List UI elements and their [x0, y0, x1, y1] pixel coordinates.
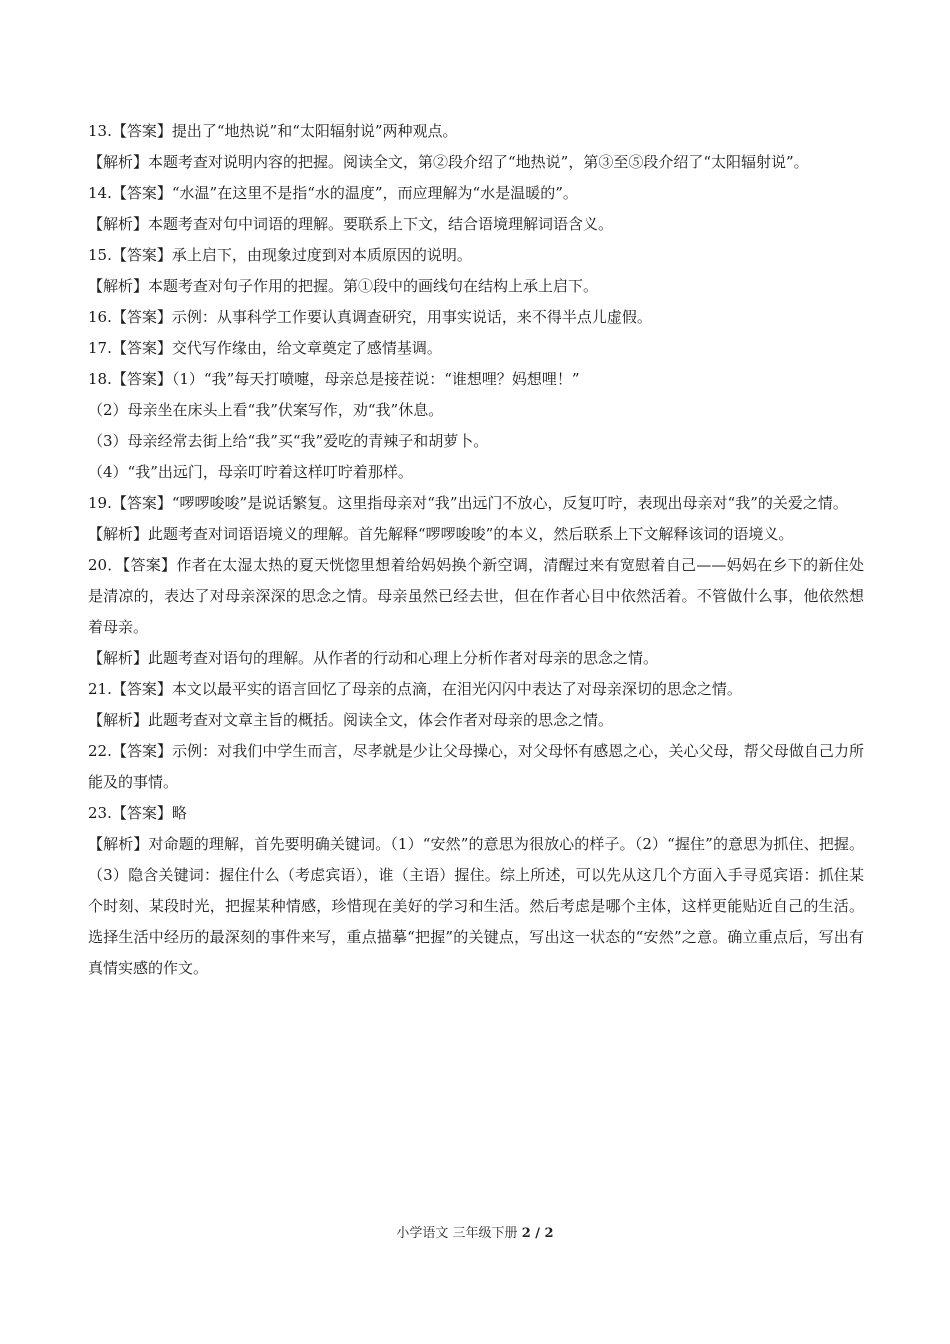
- answer-15: 15.【答案】承上启下，由现象过度到对本质原因的说明。: [88, 246, 472, 264]
- answer-18-point-4: （4）“我”出远门，母亲叮咛着这样叮咛着那样。: [88, 463, 413, 481]
- answer-18-point-3: （3）母亲经常去街上给“我”买“我”爱吃的青辣子和胡萝卜。: [88, 432, 489, 450]
- answer-13: 13.【答案】提出了“地热说”和“太阳辐射说”两种观点。: [88, 122, 458, 140]
- analysis-20: 【解析】此题考查对语句的理解。从作者的行动和心理上分析作者对母亲的思念之情。: [88, 649, 659, 667]
- answer-content: [88, 116, 864, 984]
- analysis-13: 【解析】本题考查对说明内容的把握。阅读全文，第②段介绍了“地热说”，第③至⑤段介绍了“太阳辐射说”。: [88, 153, 809, 171]
- page-number: 2 / 2: [521, 1226, 554, 1241]
- answer-20: 20．【答案】作者在太湿太热的夏天恍惚里想着给妈妈换个新空调，清醒过来有宽慰着自己——妈妈在乡下的新住处是清凉的，表达了对母亲深深的思念之情。母亲虽然已经去世，但在作者心目中依然活着。不管做什么事，他依然想着母亲。: [88, 556, 864, 636]
- analysis-21: 【解析】此题考查对文章主旨的概括。阅读全文，体会作者对母亲的思念之情。: [88, 711, 614, 729]
- analysis-19: 【解析】此题考查对词语语境义的理解。首先解释“啰啰唆唆”的本义，然后联系上下文解释该词的语境义。: [88, 525, 794, 543]
- answer-23: 23.【答案】略: [88, 804, 187, 822]
- answer-19: 19.【答案】“啰啰唆唆”是说话繁复。这里指母亲对“我”出远门不放心，反复叮咛，表现出母亲对“我”的关爱之情。: [88, 494, 848, 512]
- page-footer: [0, 1224, 950, 1244]
- footer-label: 小学语文 三年级下册: [396, 1226, 518, 1241]
- answer-16: 16.【答案】示例：从事科学工作要认真调查研究，用事实说话，来不得半点儿虚假。: [88, 308, 652, 326]
- answer-21: 21.【答案】本文以最平实的语言回忆了母亲的点滴，在泪光闪闪中表达了对母亲深切的思念之情。: [88, 680, 742, 698]
- answer-18: 18.【答案】（1）“我”每天打喷嚏，母亲总是接茬说：“谁想哩？妈想哩！”: [88, 370, 580, 388]
- answer-22: 22.【答案】示例：对我们中学生而言，尽孝就是少让父母操心，对父母怀有感恩之心，关心父母，帮父母做自己力所能及的事情。: [88, 742, 864, 791]
- analysis-15: 【解析】本题考查对句子作用的把握。第①段中的画线句在结构上承上启下。: [88, 277, 599, 295]
- answer-17: 17.【答案】交代写作缘由，给文章奠定了感情基调。: [88, 339, 442, 357]
- answer-18-point-2: （2）母亲坐在床头上看“我”伏案写作，劝“我”休息。: [88, 401, 444, 419]
- analysis-23: 【解析】对命题的理解，首先要明确关键词。（1）“安然”的意思为很放心的样子。（2）“握住”的意思为抓住、把握。（3）隐含关键词：握住什么（考虑宾语），谁（主语）握住。综上所述，可以先从这几个方面入手寻觅宾语：抓住某个时刻、某段时光，把握某种情感，珍惜现在美好的学习和生活。然后考虑是哪个主体，这样更能贴近自己的生活。选择生活中经历的最深刻的事件来写，重点描摹“把握”的关键点，写出这一状态的“安然”之意。确立重点后，写出有真情实感的作文。: [88, 835, 864, 977]
- analysis-14: 【解析】本题考查对句中词语的理解。要联系上下文，结合语境理解词语含义。: [88, 215, 614, 233]
- answer-14: 14.【答案】“水温”在这里不是指“水的温度”，而应理解为“水是温暖的”。: [88, 184, 578, 202]
